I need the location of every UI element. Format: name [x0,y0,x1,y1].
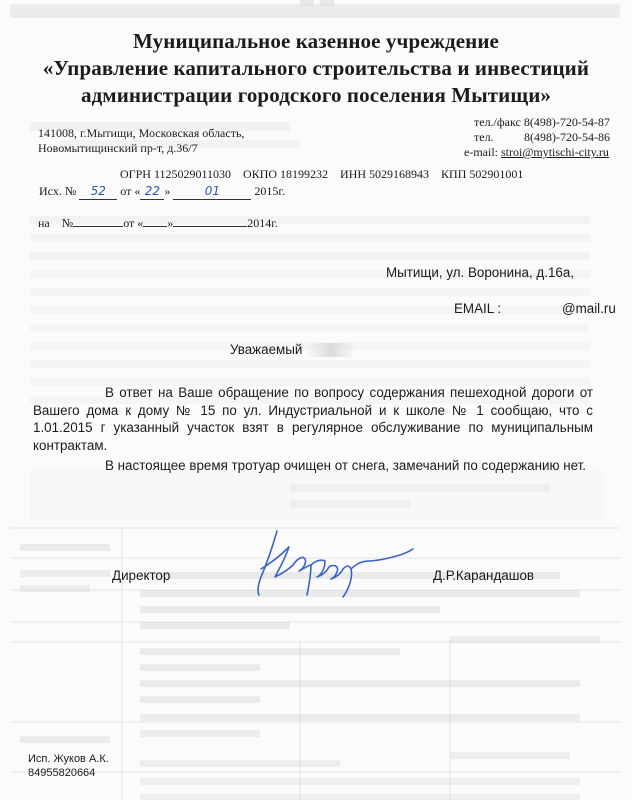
executor-name: Исп. Жуков А.К. [28,753,109,765]
institution-title-line-3: администрации городского поселения Мытищи» [80,83,552,107]
recipient-email-suffix: @mail.ru [562,301,616,316]
letter-paragraph-2: В настоящее время тротуар очищен от снега, замечаний по содержанию нет. [105,458,587,473]
email-row [464,145,624,160]
incoming-number-blank [73,226,123,227]
institution-title-line-2: «Управление капитального строительства и инвестиций [42,56,590,80]
outgoing-from-label: от « [120,184,141,198]
phone-fax-value: 8(498)-720-54-87 [523,115,610,129]
phone-value: 8(498)-720-54-86 [524,130,610,144]
outgoing-number: 52 [79,184,117,200]
institution-address-line-2: Новомытищинский пр-т, д.36/7 [38,141,198,155]
outgoing-year: 2015г. [254,184,285,198]
outgoing-day-close: » [164,184,171,198]
signatory-position: Директор [112,568,171,583]
incoming-month-blank [173,226,247,227]
phone-fax-row [474,115,624,130]
salutation [230,342,356,357]
outgoing-prefix: Исх. № [39,184,77,198]
incoming-day-blank [143,226,167,227]
incoming-year: 2014г. [247,216,278,230]
incoming-day-close: » [167,216,174,230]
recipient-address: Мытищи, ул. Воронина, д.16а, [386,265,575,280]
redacted-recipient-name [306,343,356,357]
outgoing-day: 22 [140,184,164,200]
handwritten-signature [245,525,415,605]
phone-label: тел. [474,130,494,144]
incoming-from-label: от « [123,216,144,230]
incoming-number-row [26,201,278,246]
institution-title-line-1: Муниципальное казенное учреждение [133,29,499,53]
recipient-email-label: EMAIL : [454,301,502,316]
signatory-name: Д.Р.Карандашов [433,568,535,583]
phone-row [474,130,624,145]
letter-paragraph-1: В ответ на Ваше обращение по вопросу содержания пешеходной дороги от Вашего дома к дому № 15 по ул. Индустриальной и к школе № 1 сообщаю, что с 1.01.2015 г указанный участок взят в регулярное обслуживание по муниципальным контрактам. [33,385,593,453]
incoming-prefix: на № [38,216,74,230]
outgoing-number-row [39,184,285,200]
registration-numbers: ОГРН 1125029011030 ОКПО 18199232 ИНН 5029168943 КПП 502901001 [120,167,524,181]
institution-address-line-1: 141008, г.Мытищи, Московская область, [38,126,245,140]
phone-fax-label: тел./факс [474,115,521,129]
email-label: e-mail: [464,145,498,159]
email-link[interactable]: stroi@mytischi-city.ru [500,145,609,159]
salutation-text: Уважаемый [230,342,303,357]
outgoing-month: 01 [173,184,251,200]
executor-phone: 84955820664 [28,767,96,779]
